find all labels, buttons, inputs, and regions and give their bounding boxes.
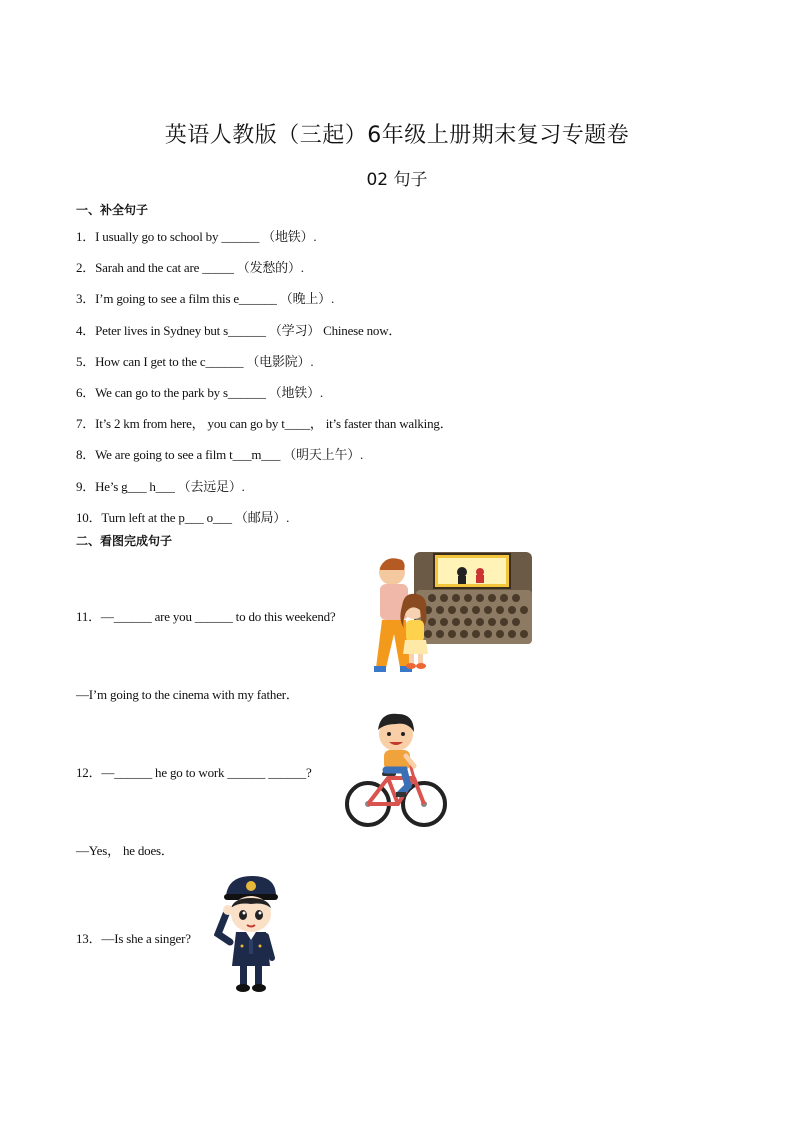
question-11: 11．—______ are you ______ to do this weekend? (76, 609, 336, 624)
answer-12: —Yes， he does． (76, 843, 174, 858)
bicycle-illustration (344, 708, 448, 830)
question-5: 5．How can I get to the c______ （电影院）. (76, 354, 314, 369)
question-10: 10．Turn left at the p___ o___ （邮局）. (76, 510, 290, 525)
section-2-heading: 二、看图完成句子 (76, 534, 173, 548)
question-4: 4．Peter lives in Sydney but s______ （学习） Chinese now． (76, 323, 402, 338)
cinema-illustration (372, 550, 534, 674)
page-subtitle: 02 句子 (366, 170, 428, 190)
question-1: 1．I usually go to school by ______ （地铁）. (76, 229, 317, 244)
question-9: 9．He’s g___ h___ （去远足）. (76, 479, 245, 494)
question-13: 13．—Is she a singer? (76, 931, 191, 946)
answer-11: —I’m going to the cinema with my father． (76, 687, 299, 702)
question-6: 6．We can go to the park by s______ （地铁）. (76, 385, 323, 400)
section-1-heading: 一、补全句子 (76, 203, 149, 217)
question-2: 2．Sarah and the cat are _____ （发愁的）. (76, 260, 304, 275)
question-12: 12．—______ he go to work ______ ______? (76, 765, 312, 780)
question-7: 7．It’s 2 km from here， you can go by t____， it’s faster than walking． (76, 416, 453, 431)
question-3: 3．I’m going to see a film this e______ （晚上）. (76, 291, 335, 306)
page-title: 英语人教版（三起）6年级上册期末复习专题卷 (164, 123, 630, 148)
question-8: 8．We are going to see a film t___m___ （明天上午）. (76, 447, 364, 462)
policewoman-illustration (214, 874, 286, 996)
